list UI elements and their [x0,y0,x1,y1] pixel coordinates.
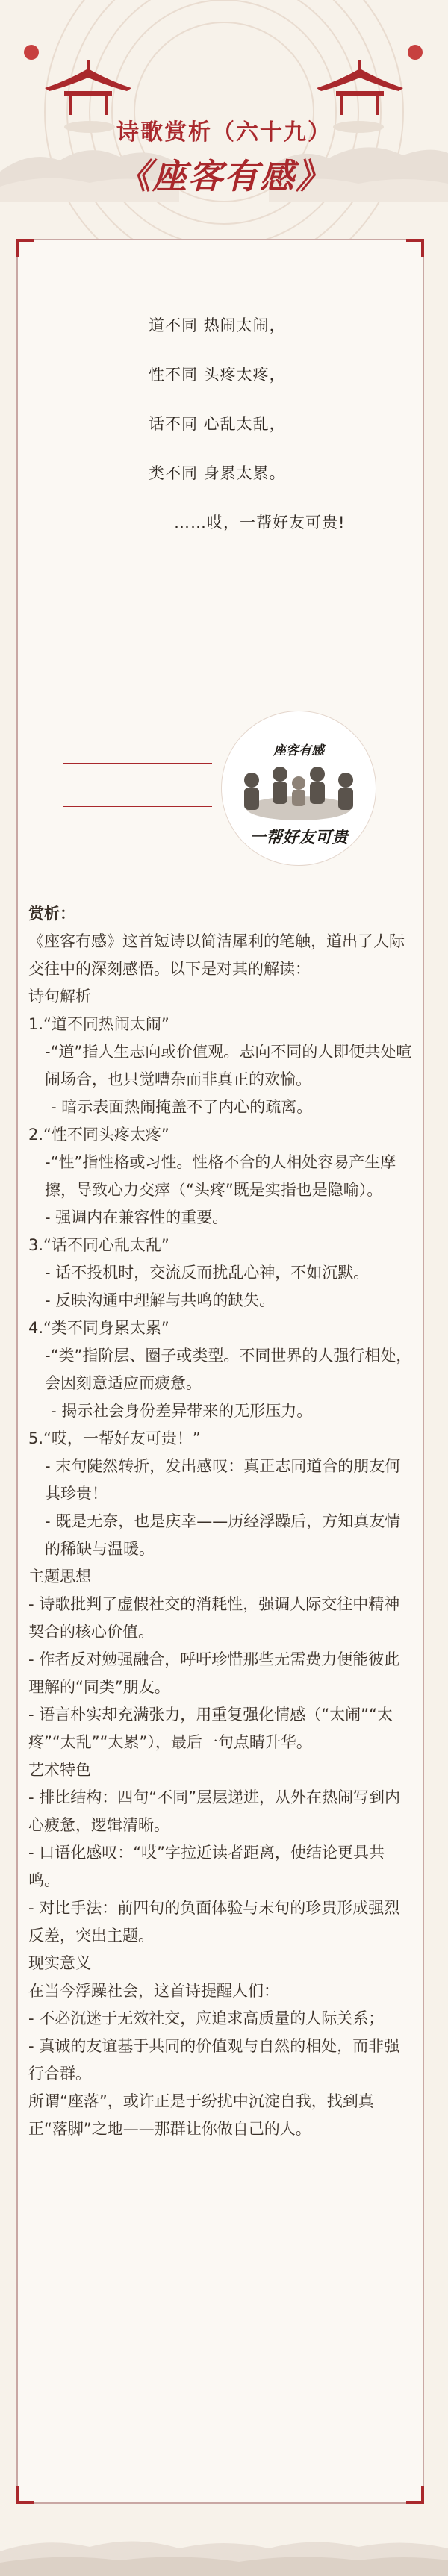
section-heading: 诗句解析 [28,988,91,1005]
analysis-paragraph: 1.“道不同热闹太闹” [28,1015,169,1033]
analysis-paragraph: -“性”指性格或习性。性格不合的人相处容易产生摩擦，导致心力交瘁（“头疼”既是实指也是隐喻）。 [45,1153,396,1199]
analysis-paragraph: 所谓“座落”，或许正是于纷扰中沉淀自我，找到真正“落脚”之地——那群让你做自己的人。 [28,2092,374,2138]
poem-line: 性不同 头疼太疼， [149,366,286,384]
corner-ornament [16,2486,34,2504]
analysis-paragraph: 3.“话不同心乱太乱” [28,1236,169,1254]
analysis-paragraph: - 口语化感叹：“哎”字拉近读者距离，使结论更具共鸣。 [28,1844,385,1889]
analysis-paragraph: 《座客有感》这首短诗以简洁犀利的笔触，道出了人际交往中的深刻感悟。以下是对其的解读： [28,932,405,978]
analysis-paragraph: - 揭示社会身份差异带来的无形压力。 [51,1402,313,1420]
analysis-paragraph: - 排比结构：四句“不同”层层递进，从外在热闹写到内心疲惫，逻辑清晰。 [28,1788,401,1834]
poem-line: ……哎，一帮好友可贵! [174,514,346,531]
analysis-paragraph: - 对比手法：前四句的负面体验与末句的珍贵形成强烈反差，突出主题。 [28,1899,400,1945]
analysis-paragraph: - 语言朴实却充满张力，用重复强化情感（“太闹”“太疼”“太乱”“太累”），最后一句点睛升华。 [28,1706,393,1751]
analysis-paragraph: 2.“性不同头疼太疼” [28,1126,169,1144]
analysis-paragraph: - 真诚的友谊基于共同的价值观与自然的相处，而非强行合群。 [28,2037,400,2083]
section-heading: 艺术特色 [28,1761,91,1779]
analysis-paragraph: - 话不投机时，交流反而扰乱心神，不如沉默。 [45,1264,370,1282]
badge-title: 座客有感 [273,743,324,758]
analysis-paragraph: - 既是无奈，也是庆幸——历经浮躁后，方知真友情的稀缺与温暖。 [45,1512,401,1558]
poem-body [149,315,345,561]
poem-line: 话不同 心乱太乱， [149,415,286,433]
content-card [16,239,424,2504]
poem-line: 类不同 身累太累。 [149,464,286,482]
poem-title: 《座客有感》 [116,156,332,196]
analysis-paragraph: 在当今浮躁社会，这首诗提醒人们： [28,1982,279,2000]
divider-line [63,763,212,764]
corner-ornament [406,239,424,257]
illustration-badge [221,711,376,866]
analysis-paragraph: - 诗歌批判了虚假社交的消耗性，强调人际交往中精神契合的核心价值。 [28,1595,400,1641]
poem-line: 道不同 热闹太闹， [149,316,286,334]
analysis-body [28,928,412,2143]
analysis-paragraph: - 作者反对勉强融合，呼吁珍惜那些无需费力便能彼此理解的“同类”朋友。 [28,1650,400,1696]
analysis-paragraph: - 暗示表面热闹掩盖不了内心的疏离。 [51,1098,313,1116]
analysis-paragraph: - 反映沟通中理解与共鸣的缺失。 [45,1291,276,1309]
divider-line [63,806,212,807]
footer-decoration [0,2522,448,2576]
corner-ornament [406,2486,424,2504]
badge-caption: 一帮好友可贵 [249,828,348,847]
series-title: 诗歌赏析（六十九） [116,119,332,146]
analysis-paragraph: - 末句陡然转折，发出感叹：真正志同道合的朋友何其珍贵！ [45,1457,401,1503]
corner-ornament [16,239,34,257]
section-heading: 主题思想 [28,1568,91,1585]
analysis-paragraph: - 强调内在兼容性的重要。 [45,1209,228,1226]
section-heading: 现实意义 [28,1954,91,1972]
analysis-section [28,900,412,2143]
analysis-paragraph: 5.“哎，一帮好友可贵！” [28,1429,201,1447]
analysis-paragraph: -“道”指人生志向或价值观。志向不同的人即便共处喧闹场合，也只觉嘈杂而非真正的欢愉。 [45,1043,412,1088]
analysis-paragraph: -“类”指阶层、圈子或类型。不同世界的人强行相处，会因刻意适应而疲惫。 [45,1347,412,1392]
analysis-paragraph: - 不必沉迷于无效社交，应追求高质量的人际关系； [28,2009,385,2027]
analysis-paragraph: 4.“类不同身累太累” [28,1319,169,1337]
analysis-heading: 赏析： [28,905,75,923]
